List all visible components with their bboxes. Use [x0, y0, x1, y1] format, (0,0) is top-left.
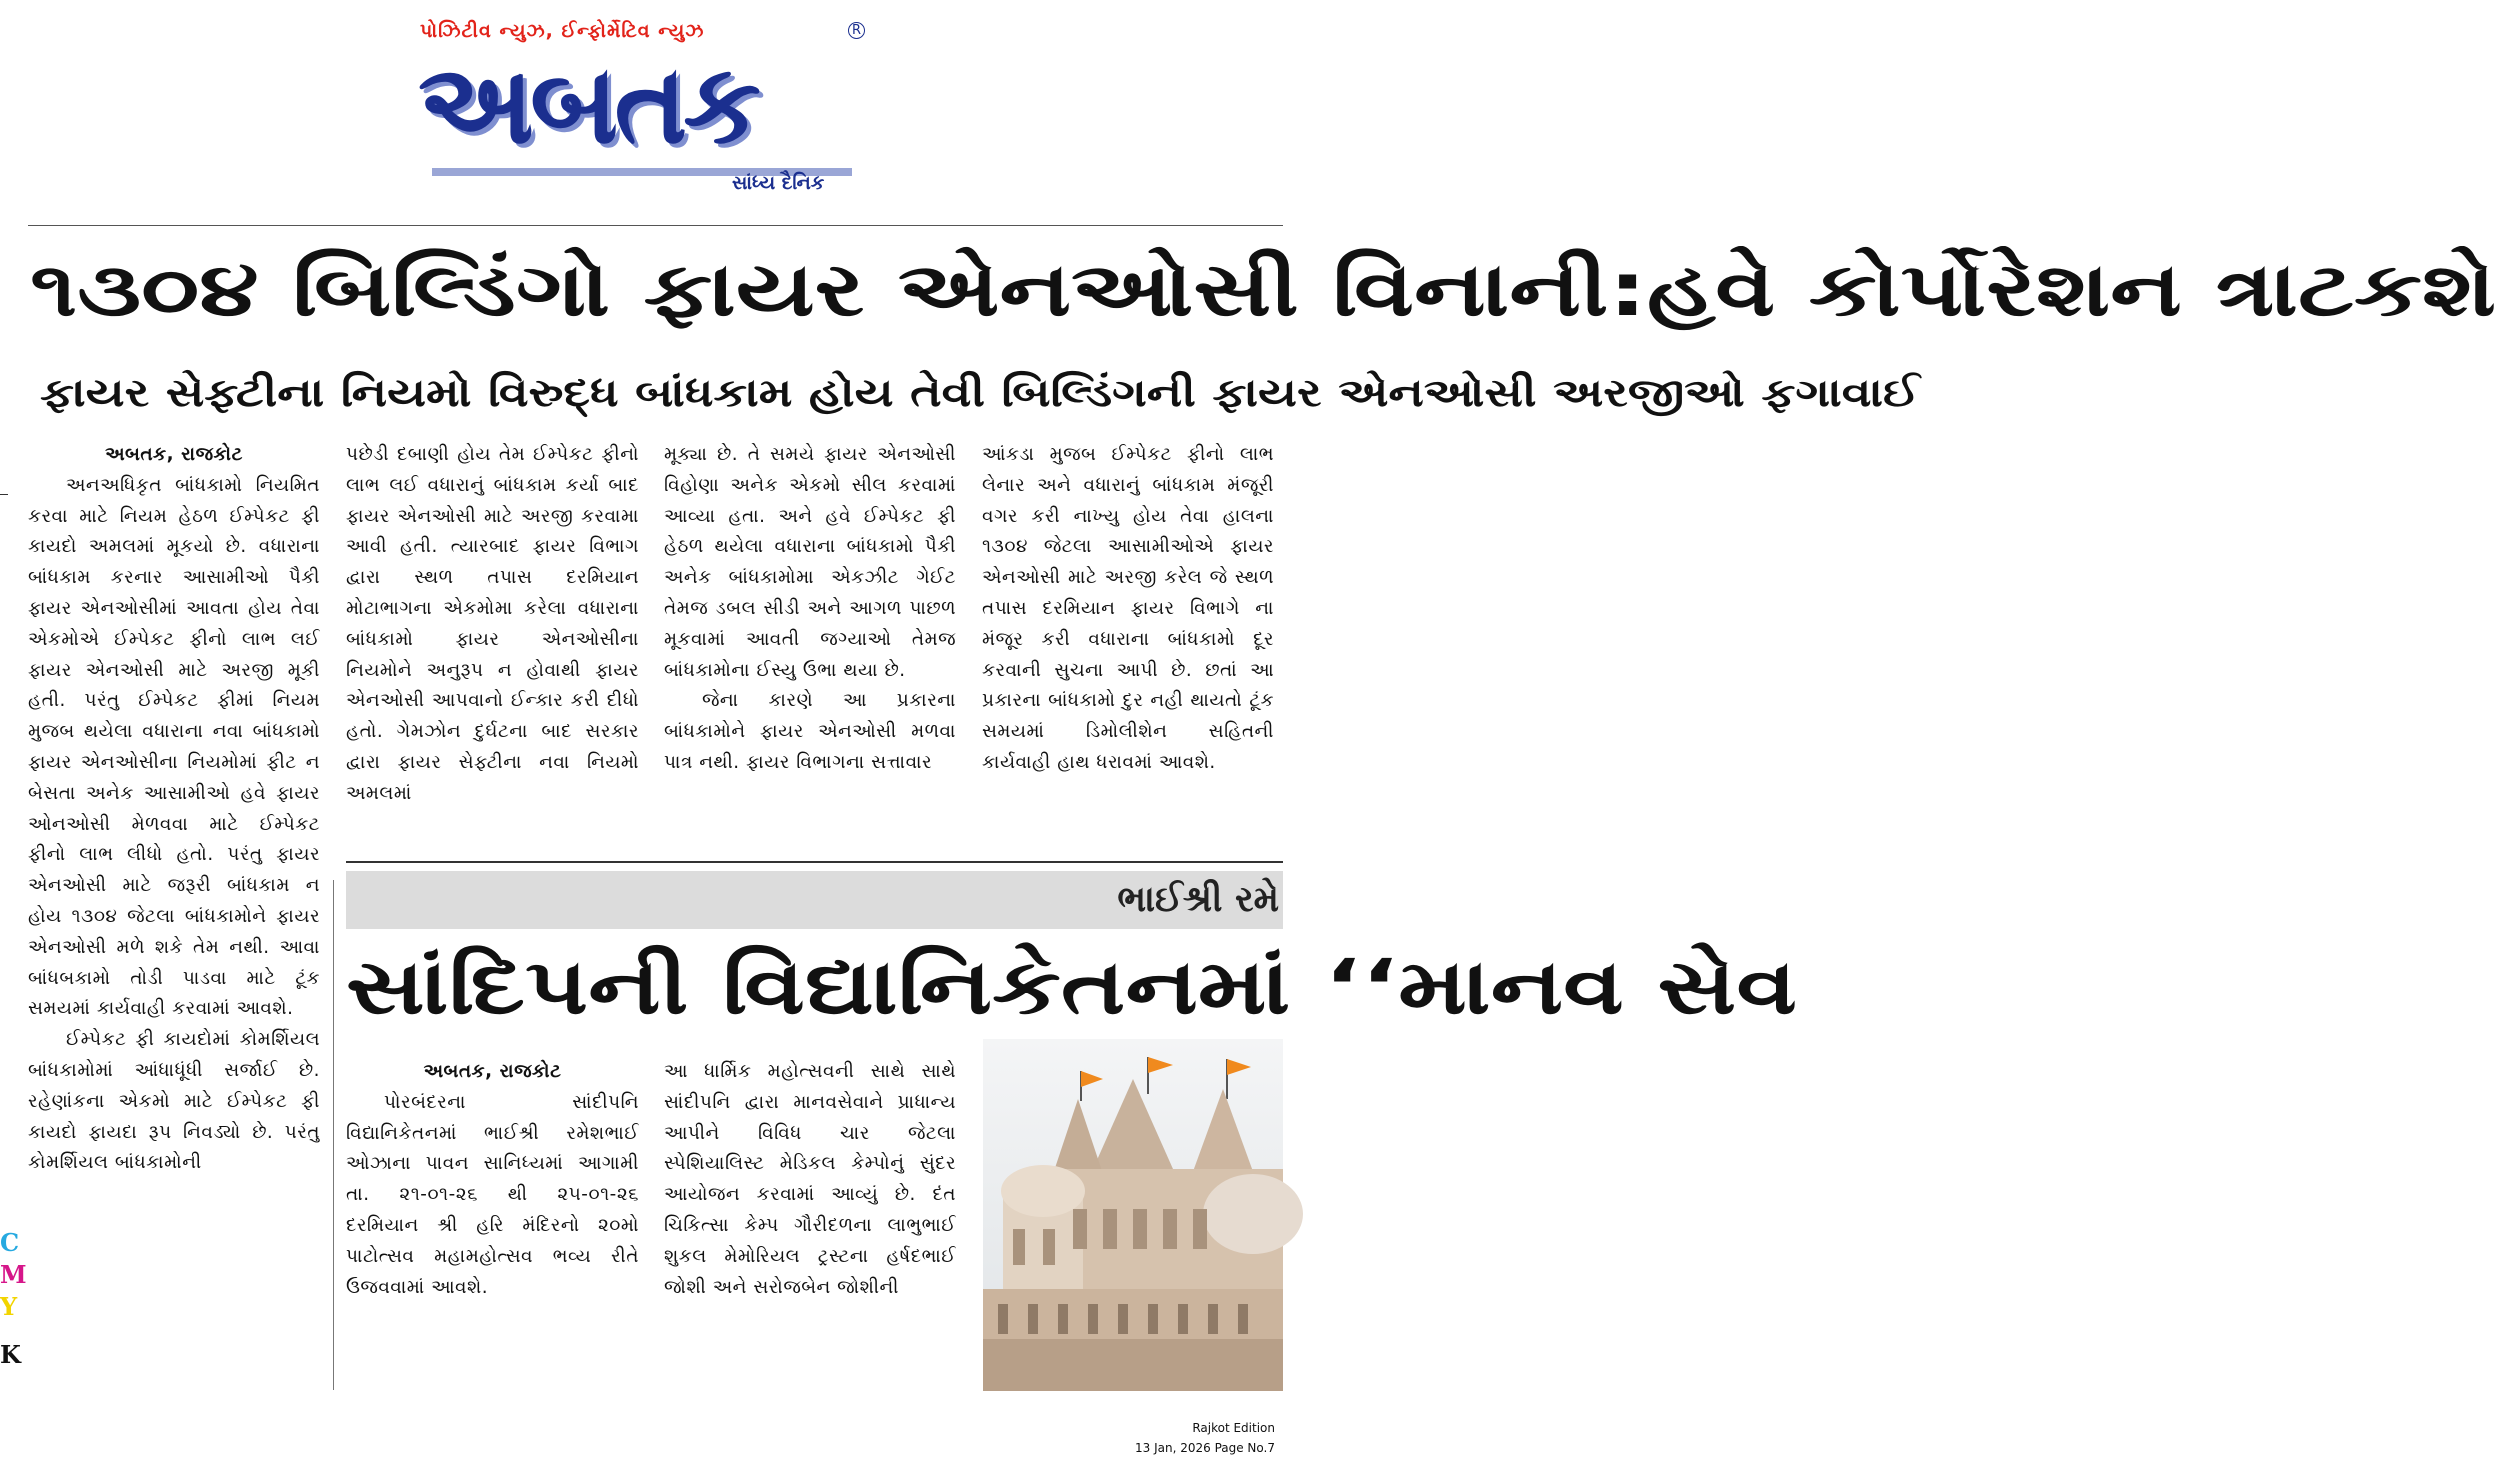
- story1-column-3: [664, 440, 956, 779]
- temple-photo: [983, 1039, 1283, 1391]
- story1-headline: ૧૩૦૪ બિલ્ડિંગો ફાયર એનઓસી વિનાની:હવે કોર્પોરેશન ત્રાટકશે: [30, 247, 2496, 333]
- story1-paragraph: ઈમ્પેકટ ફી કાયદોમાં કોમર્શિયલ બાંધકામોમાં આંધાધૂંધી સર્જાઈ છે. રહેણાંકના એકમો માટે ઈમ્પેકટ ફી કાયદો ફાયદા રૂપ નિવડ્યો છે. પરંતુ કોમર્શિયલ બાંધકામોની: [28, 1029, 320, 1174]
- story1-column-4: [982, 440, 1274, 779]
- story1-paragraph: અનઅધિકૃત બાંધકામો નિયમિત કરવા માટે નિયમ હેઠળ ઈમ્પેકટ ફી કાયદો અમલમાં મૂકયો છે. વધારાના બાંધકામ કરનાર આસામીઓ પૈકી ફાયર એનઓસીમાં આવતા હોય તેવા એકમોએ ઈમ્પેકટ ફીનો લાભ લઈ ફાયર એનઓસી માટે અરજી મૂકી હતી. પરંતુ ઈમ્પેકટ ફીમાં નિયમ મુજબ થયેલા વધારાના નવા બાંધકામો ફાયર એનઓસીના નિયમોમાં ફીટ ન બેસતા અનેક આસામીઓ હવે ફાયર ઓનઓસી મેળવવા માટે ઈમ્પેકટ ફીનો લાભ લીધો હતો. પરંતુ ફાયર એનઓસી માટે જરૂરી બાંધકામ ન હોય ૧૩૦૪ જેટલા બાંધકામોને ફાયર એનઓસી મળે શકે તેમ નથી. આવા બાંધબકામો તોડી પાડવા માટે ટૂંક સમયમાં કાર્યવાહી કરવામાં આવશે.: [28, 474, 320, 1020]
- masthead-subtitle: સાંધ્ય દૈનિક: [732, 172, 825, 194]
- story1-column-2: [346, 440, 639, 810]
- newspaper-logo: અબતક: [418, 40, 757, 168]
- story1-dateline: અબતક, રાજકોટ: [105, 444, 243, 465]
- story1-paragraph: જેના કારણે આ પ્રકારના બાંધકામોને ફાયર એનઓસી મળવા પાત્ર નથી. ફાયર વિભાગના સત્તાવાર: [664, 690, 956, 773]
- story2-headline: સાંદિપની વિદ્યાનિકેતનમાં ‘‘માનવ સેવ: [346, 942, 1797, 1031]
- masthead-divider: [28, 225, 1283, 226]
- cmyk-mark-c: C: [0, 1228, 20, 1257]
- story1-paragraph: આંકડા મુજબ ઈમ્પેકટ ફીનો લાભ લેનાર અને વધારાનું બાંધકામ મંજૂરી વગર કરી નાખ્યુ હોય તેવા હાલના ૧૩૦૪ જેટલા આસામીઓએ ફાયર એનઓસી માટે અરજી કરેલ જે સ્થળ તપાસ દરમિયાન ફાયર વિભાગે ના મંજૂર કરી વધારાના બાંધકામો દૂર કરવાની સુચના આપી છે. છતાં આ પ્રકારના બાંધકામો દુર નહી થાયતો ટૂંક સમયમાં ડિમોલીશેન સહિતની કાર્યવાહી હાથ ધરાવમાં આવશે.: [982, 444, 1274, 773]
- registered-mark: R: [848, 22, 865, 39]
- story2-headline-wrap: [346, 935, 1797, 1043]
- story2-paragraph: પોરબંદરના સાંદીપનિ વિદ્યાનિકેતનમાં ભાઈશ્રી રમેશભાઈ ઓઝાના પાવન સાનિધ્યમાં આગામી તા. ૨૧-૦૧-૨૬ થી ૨૫-૦૧-૨૬ દરમિયાન શ્રી હરિ મંદિરનો ૨૦મો પાટોત્સવ મહામહોત્સવ ભવ્ય રીતે ઉજવવામાં આવશે.: [346, 1091, 639, 1298]
- story2-banner-text: ભાઈશ્રી રમે: [1117, 879, 1279, 920]
- temple-illustration: [983, 1039, 1283, 1391]
- story2-column-2: [664, 1057, 956, 1303]
- margin-tick: [0, 494, 8, 495]
- masthead-tagline: પોઝિટીવ ન્યુઝ, ઈન્ફોર્મેટિવ ન્યુઝ: [420, 20, 705, 42]
- story2-dateline: અબતક, રાજકોટ: [423, 1061, 562, 1082]
- story1-subheadline: ફાયર સેફ્ટીના નિયમો વિરુદ્ધ બાંધકામ હોય તેવી બિલ્ડિંગની ફાયર એનઓસી અરજીઓ ફગાવાઈ: [40, 371, 1920, 416]
- story1-column-1: [28, 440, 320, 1179]
- story1-paragraph: મૂક્યા છે. તે સમયે ફાયર એનઓસી વિહોણા અનેક એકમો સીલ કરવામાં આવ્યા હતા. અને હવે ઈમ્પેકટ ફી હેઠળ થયેલા વધારાના બાંધકામો પૈકી અનેક બાંધકામોમા એકઝીટ ગેઈટ તેમજ ડબલ સીડી અને આગળ પાછળ મૂકવામાં આવતી જગ્યાઓ તેમજ બાંધકામોના ઈસ્યુ ઉભા થયા છે.: [664, 444, 956, 681]
- story2-paragraph: આ ધાર્મિક મહોત્સવની સાથે સાથે સાંદીપનિ દ્વારા માનવસેવાને પ્રાધાન્ય આપીને વિવિધ ચાર જેટલા સ્પેશિયાલિસ્ટ મેડિકલ કેમ્પોનું સુંદર આયોજન કરવામાં આવ્યું છે. દંત ચિકિત્સા કેમ્પ ગૌરીદળના લાભુભાઈ શુકલ મેમોરિયલ ટ્રસ્ટના હર્ષદભાઈ જોશી અને સરોજબેન જોશીની: [664, 1061, 956, 1298]
- story1-paragraph: પછેડી દબાણી હોય તેમ ઈમ્પેકટ ફીનો લાભ લઈ વધારાનું બાંધકામ કર્યા બાદ ફાયર એનઓસી માટે અરજી કરવામા આવી હતી. ત્યારબાદ ફાયર વિભાગ દ્વારા સ્થળ તપાસ દરમિયાન મોટાભાગના એકમોમા કરેલા વધારાના બાંધકામો ફાયર એનઓસીના નિયમોને અનુરૂપ ન હોવાથી ફાયર એનઓસી આપવાનો ઈન્કાર કરી દીધો હતો. ગેમઝોન દુર્ઘટના બાદ સરકાર દ્વારા ફાયર સેફ્ટીના નવા નિયમો અમલમાં: [346, 444, 639, 804]
- cmyk-mark-y: Y: [0, 1292, 18, 1321]
- story2-banner: [346, 871, 1283, 929]
- cmyk-mark-m: M: [0, 1260, 27, 1289]
- footer-date-page: 13 Jan, 2026 Page No.7: [1135, 1441, 1275, 1455]
- story2-column-1: [346, 1057, 639, 1303]
- cmyk-mark-k: K: [0, 1340, 21, 1369]
- column-divider: [333, 880, 334, 1390]
- story-divider: [346, 861, 1283, 863]
- footer-edition: Rajkot Edition: [1192, 1421, 1275, 1435]
